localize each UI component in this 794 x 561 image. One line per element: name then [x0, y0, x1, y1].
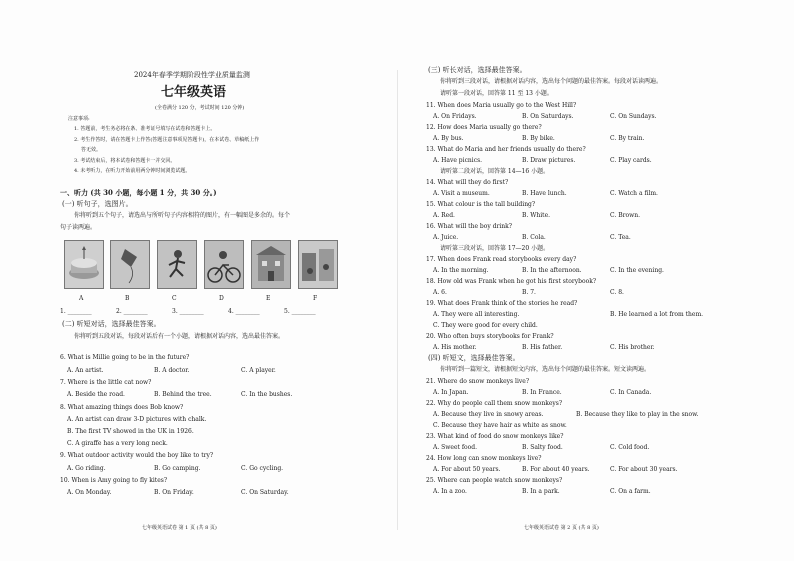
picture-letter: F [313, 295, 318, 302]
note-line: 3. 考试结束后，将本试卷和答题卡一并交回。 [74, 158, 176, 164]
answer-option[interactable]: B. For about 40 years. [522, 466, 590, 473]
answer-option[interactable]: C. Watch a film. [610, 190, 658, 197]
answer-option[interactable]: A. In Japan. [433, 389, 469, 396]
picture-letter: D [219, 295, 224, 302]
exam-page-2 [412, 0, 762, 561]
dialogue-instructions: 请听第二段对话，回答第 14—16 小题。 [440, 168, 550, 175]
picture-d-bicycle [204, 240, 244, 289]
part3-instructions: 你将听到三段对话，请根据对话内容，选出每个问题的最佳答案。每段对话读两遍。 [440, 78, 663, 85]
answer-option[interactable]: B. The first TV showed in the UK in 1926. [67, 428, 194, 435]
question-text: 8. What amazing things does Bob know? [60, 404, 184, 411]
answer-option[interactable]: A. Because they live in snowy areas. [433, 411, 544, 418]
answer-option[interactable]: C. Tea. [610, 234, 631, 241]
picture-letter: C [172, 295, 177, 302]
answer-option[interactable]: A. Sweet food. [433, 444, 478, 451]
answer-option[interactable]: A. For about 50 years. [433, 466, 501, 473]
answer-option[interactable]: C. His brother. [610, 344, 655, 351]
answer-option[interactable]: C. In Canada. [610, 389, 652, 396]
question-text: 10. When is Amy going to fly kites? [60, 477, 168, 484]
note-line: 4. 未考听力，在听力开始前用两分钟时间浏览试题。 [74, 168, 191, 174]
picture-a-birthday-cake [64, 240, 104, 289]
answer-option[interactable]: C. In the evening. [610, 267, 664, 274]
question-text: 17. When does Frank read storybooks every day? [426, 256, 577, 263]
exam-page-1 [46, 0, 386, 561]
question-text: 6. What is Millie going to be in the future? [60, 354, 190, 361]
part1-instructions: 你将听到五个句子，请选出与所听句子内容相符的图片，有一幅图是多余的。每个 [74, 212, 291, 219]
answer-option[interactable]: A. 6. [433, 289, 447, 296]
part2-instructions: 你将听到五段对话，每段对话后有一个小题，请根据对话内容，选出最佳答案。 [74, 333, 285, 340]
part1-instructions: 句子读两遍。 [60, 224, 97, 231]
question-text: 14. What will they do first? [426, 179, 509, 186]
picture-letter: A [79, 295, 84, 302]
answer-option[interactable]: C. On Saturday. [241, 489, 289, 496]
answer-blank[interactable]: 2. ________ [116, 308, 148, 315]
answer-option[interactable]: A. Visit a museum. [433, 190, 490, 197]
answer-option[interactable]: C. By train. [610, 135, 645, 142]
answer-option[interactable]: B. Cola. [522, 234, 546, 241]
dialogue-instructions: 请听第一段对话，回答第 11 至 13 小题。 [440, 90, 553, 97]
page-footer: 七年级英语试卷 第 1 页 (共 8 页) [142, 525, 217, 531]
answer-option[interactable]: C. Cold food. [610, 444, 650, 451]
page-footer: 七年级英语试卷 第 2 页 (共 8 页) [524, 525, 599, 531]
answer-option[interactable]: A. An artist. [67, 367, 104, 374]
question-text: 11. When does Maria usually go to the West Hill? [426, 102, 577, 109]
part3-title: (三) 听长对话，选择最佳答案。 [428, 66, 527, 74]
answer-option[interactable]: B. Go camping. [154, 465, 201, 472]
answer-option[interactable]: B. 7. [522, 289, 536, 296]
answer-option[interactable]: A. Go riding. [67, 465, 106, 472]
answer-option[interactable]: A. Have picnics. [433, 157, 483, 164]
question-text: 23. What kind of food do snow monkeys like? [426, 433, 564, 440]
question-text: 18. How old was Frank when he got his first storybook? [426, 278, 597, 285]
exam-title: 2024年春季学期阶段性学业质量监测 [134, 71, 250, 79]
picture-letter: E [266, 295, 271, 302]
answer-option[interactable]: B. In the afternoon. [522, 267, 582, 274]
question-text: 21. Where do snow monkeys live? [426, 378, 530, 385]
answer-blank[interactable]: 3. ________ [172, 308, 204, 315]
answer-option[interactable]: B. By bike. [522, 135, 555, 142]
picture-c-boy-running [157, 240, 197, 289]
answer-option[interactable]: B. In France. [522, 389, 562, 396]
answer-option[interactable]: B. A doctor. [154, 367, 190, 374]
answer-option[interactable]: B. He learned a lot from them. [610, 311, 704, 318]
dialogue-instructions: 请听第三段对话，回答第 17—20 小题。 [440, 245, 550, 252]
answer-option[interactable]: C. Brown. [610, 212, 640, 219]
answer-option[interactable]: C. A player. [241, 367, 276, 374]
answer-option[interactable]: C. In the bushes. [241, 391, 293, 398]
answer-option[interactable]: A. An artist can draw 3-D pictures with chalk. [67, 416, 207, 423]
answer-option[interactable]: A. In the morning. [433, 267, 489, 274]
question-text: 15. What colour is the tall building? [426, 201, 536, 208]
page-divider [397, 70, 398, 530]
question-text: 25. Where can people watch snow monkeys? [426, 477, 563, 484]
answer-blank[interactable]: 4. ________ [228, 308, 260, 315]
part4-instructions: 你将听到一篇短文，请根据短文内容，选出每个问题的最佳答案。短文读两遍。 [440, 366, 651, 373]
answer-option[interactable]: B. Have lunch. [522, 190, 567, 197]
answer-option[interactable]: B. Because they like to play in the snow. [576, 411, 699, 418]
answer-option[interactable]: A. In a zoo. [433, 488, 467, 495]
answer-option[interactable]: A. They were all interesting. [433, 311, 520, 318]
note-line: 2. 考生作答时，请在答题卡上作答(答题注意事项见答题卡)，在本试卷、草稿纸上作 [74, 137, 260, 143]
answer-option[interactable]: C. 8. [610, 289, 624, 296]
answer-option[interactable]: A. Beside the road. [67, 391, 125, 398]
note-line: 1. 答题前，考生务必将在条、准考证号填写在试卷和答题卡上。 [74, 126, 216, 132]
answer-option[interactable]: B. Behind the tree. [154, 391, 212, 398]
picture-e-building [251, 240, 291, 289]
answer-option[interactable]: B. White. [522, 212, 551, 219]
question-text: 12. How does Maria usually go there? [426, 124, 542, 131]
part1-title: (一) 听句子，选图片。 [62, 200, 133, 208]
picture-f-street-scene [298, 240, 338, 289]
answer-blank[interactable]: 5. ________ [284, 308, 316, 315]
answer-option[interactable]: C. Play cards. [610, 157, 652, 164]
score-info: (全卷满分 120 分，考试时间 120 分钟) [155, 105, 245, 111]
answer-option[interactable]: B. In a park. [522, 488, 560, 495]
answer-option[interactable]: A. On Fridays. [433, 113, 477, 120]
question-text: 22. Why do people call them snow monkeys? [426, 400, 563, 407]
part2-title: (二) 听短对话，选择最佳答案。 [62, 320, 161, 328]
question-text: 9. What outdoor activity would the boy like to try? [60, 452, 214, 459]
answer-option[interactable]: A. His mother. [433, 344, 477, 351]
answer-option[interactable]: C. On a farm. [610, 488, 651, 495]
answer-option[interactable]: C. They were good for every child. [433, 322, 538, 329]
section-listening-title: 一、听力 (共 30 小题，每小题 1 分，共 30 分。) [60, 188, 217, 197]
note-line: 答无效。 [81, 147, 102, 153]
answer-option[interactable]: A. Juice. [433, 234, 459, 241]
question-text: 16. What will the boy drink? [426, 223, 513, 230]
exam-subject: 七年级英语 [161, 85, 227, 100]
answer-option[interactable]: A. On Monday. [67, 489, 112, 496]
answer-option[interactable]: B. On Friday. [154, 489, 194, 496]
answer-option[interactable]: C. A giraffe has a very long neck. [67, 440, 168, 447]
answer-option[interactable]: A. By bus. [433, 135, 464, 142]
answer-option[interactable]: B. His father. [522, 344, 563, 351]
answer-option[interactable]: A. Red. [433, 212, 455, 219]
question-text: 24. How long can snow monkeys live? [426, 455, 542, 462]
answer-option[interactable]: B. Salty food. [522, 444, 563, 451]
question-text: 13. What do Maria and her friends usually do there? [426, 146, 586, 153]
answer-option[interactable]: C. Go cycling. [241, 465, 284, 472]
picture-letter: B [125, 295, 130, 302]
answer-option[interactable]: C. Because they have hair as white as snow. [433, 422, 567, 429]
answer-option[interactable]: C. For about 30 years. [610, 466, 678, 473]
question-text: 20. Who often buys storybooks for Frank? [426, 333, 554, 340]
answer-option[interactable]: B. On Saturdays. [522, 113, 574, 120]
answer-option[interactable]: B. Draw pictures. [522, 157, 576, 164]
notes-title: 注意事项: [68, 116, 90, 122]
picture-b-kite [110, 240, 150, 289]
part4-title: (四) 听短文，选择最佳答案。 [428, 354, 520, 362]
question-text: 19. What does Frank think of the stories he read? [426, 300, 578, 307]
answer-option[interactable]: C. On Sundays. [610, 113, 657, 120]
answer-blank[interactable]: 1. ________ [60, 308, 92, 315]
question-text: 7. Where is the little cat now? [60, 379, 152, 386]
